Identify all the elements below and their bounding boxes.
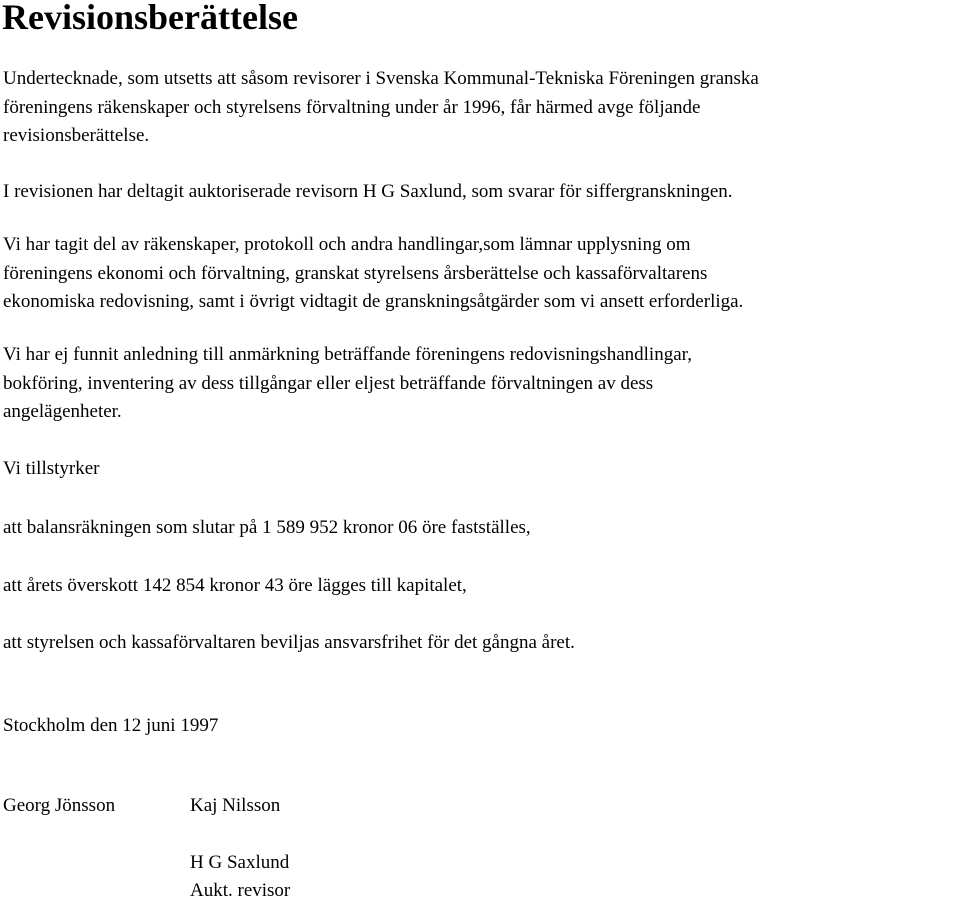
resolution-balance-sheet: att balansräkningen som slutar på 1 589 952 kronor 06 öre fastställes,	[3, 517, 531, 538]
document-title: Revisionsberättelse	[2, 0, 298, 37]
paragraph-line: Undertecknade, som utsetts att såsom revisorer i Svenska Kommunal-Tekniska Föreningen granska	[3, 68, 759, 89]
place-date: Stockholm den 12 juni 1997	[3, 715, 219, 736]
signature-title: Aukt. revisor	[190, 880, 291, 901]
signature-kaj-nilsson: Kaj Nilsson	[190, 795, 281, 816]
paragraph-line: revisionsberättelse.	[3, 125, 150, 146]
resolution-surplus: att årets överskott 142 854 kronor 43 öre lägges till kapitalet,	[3, 575, 467, 596]
resolution-discharge: att styrelsen och kassaförvaltaren beviljas ansvarsfrihet för det gångna året.	[3, 632, 575, 653]
auditor-paragraph	[3, 178, 958, 207]
paragraph-line: bokföring, inventering av dess tillgångar eller eljest beträffande förvaltningen av dess	[3, 372, 654, 394]
signature-georg-jonsson: Georg Jönsson	[3, 795, 116, 816]
intro-paragraph	[3, 65, 958, 151]
paragraph-line: ekonomiska redovisning, samt i övrigt vidtagit de granskningsåtgärder som vi ansett erforderliga.	[3, 291, 744, 312]
paragraph-line: Vi har tagit del av räkenskaper, protokoll och andra handlingar,som lämnar upplysning om	[3, 234, 691, 255]
paragraph-line: I revisionen har deltagit auktoriserade revisorn H G Saxlund, som svarar för siffergranskningen.	[3, 181, 733, 202]
paragraph-line: angelägenheter.	[3, 401, 122, 422]
signature-hg-saxlund: H G Saxlund	[190, 852, 290, 873]
recommendation-intro: Vi tillstyrker	[3, 458, 100, 479]
paragraph-line: föreningens ekonomi och förvaltning, granskat styrelsens årsberättelse och kassaförvaltarens	[3, 262, 708, 284]
findings-paragraph	[3, 341, 958, 427]
paragraph-line: Vi har ej funnit anledning till anmärkning beträffande föreningens redovisningshandlingar,	[3, 344, 692, 365]
paragraph-line: föreningens räkenskaper och styrelsens förvaltning under år 1996, får härmed avge följande	[3, 96, 701, 118]
review-paragraph	[3, 231, 958, 317]
